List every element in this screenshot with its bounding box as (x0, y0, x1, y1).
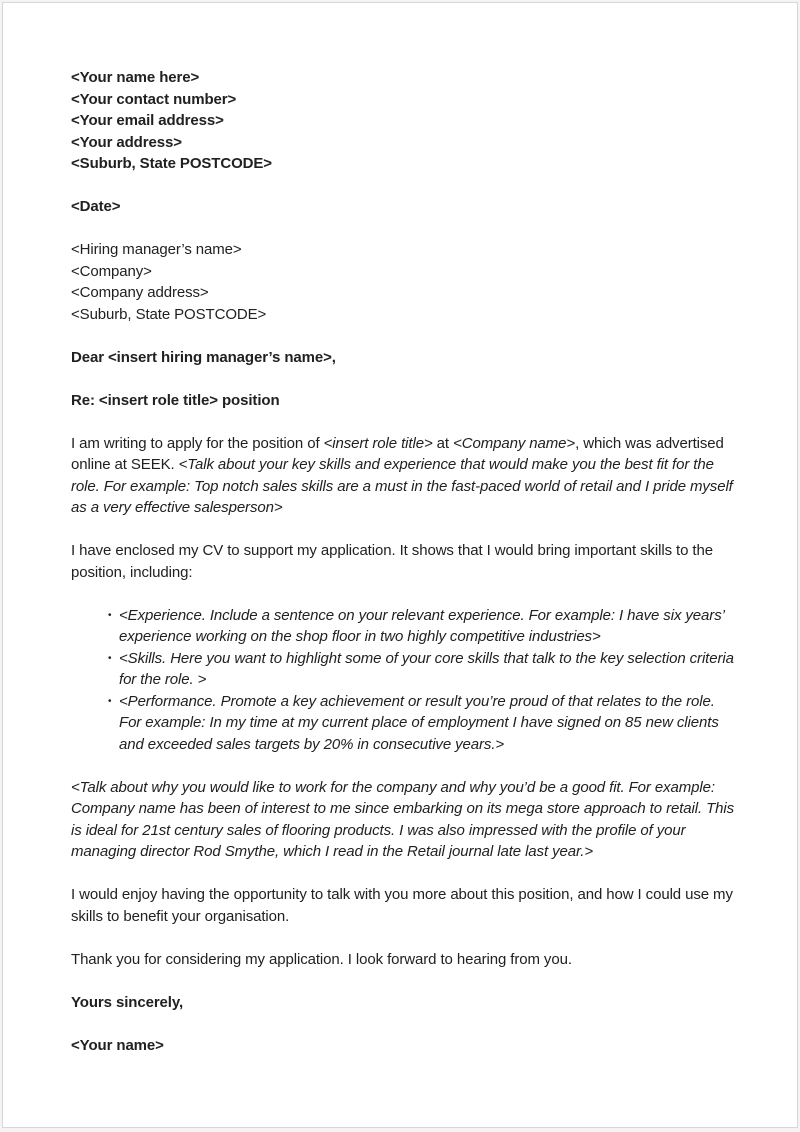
recipient-address-line: <Company address> (71, 284, 209, 301)
paragraph-cv: I have enclosed my CV to support my application. It shows that I would bring important skills to the position, including: (71, 542, 713, 581)
date-line: <Date> (71, 198, 121, 215)
cover-letter-page (2, 2, 798, 1128)
closing: Yours sincerely, (71, 993, 184, 1011)
bullet-marker-icon: • (108, 652, 112, 664)
company-name-placeholder: <Company name> (453, 434, 576, 452)
salutation: Dear <insert hiring manager’s name>, (71, 348, 336, 366)
sender-address-line: <Your address> (71, 133, 182, 151)
paragraph-opportunity: I would enjoy having the opportunity to talk with you more about this position, and how I could use my skills to benefit your organisation. (71, 886, 733, 925)
text-run: at (432, 434, 454, 452)
list-item (108, 648, 735, 691)
text-run: I am writing to apply for the position of (71, 434, 324, 452)
bullet-performance: <Performance. Promote a key achievement or result you’re proud of that relates to the role. For example: In my time at my current place of employment I have signed on 85 new clients and exceeded sales targets by 20% in consecutive years.> (119, 692, 719, 753)
skills-bullet-list (71, 605, 735, 756)
bullet-skills: <Skills. Here you want to highlight some of your core skills that talk to the key selection criteria for the role. > (119, 649, 734, 688)
bullet-experience: <Experience. Include a sentence on your relevant experience. For example: I have six years’ experience working on the shop floor in two highly competitive industries> (119, 606, 724, 645)
paragraph-thanks: Thank you for considering my application. I look forward to hearing from you. (71, 950, 572, 968)
recipient-company-line: <Company> (71, 262, 152, 280)
sender-contact-line: <Your contact number> (71, 90, 237, 108)
role-title-placeholder: <insert role title> (323, 434, 433, 452)
paragraph-company-fit: <Talk about why you would like to work for the company and why you’d be a good fit. For example: Company name has been of interest to me since embarking on its mega store approach to retail. This is ideal for 21st century sales of flooring products. I was also impressed with the profile of your managing director Rod Smythe, which I read in the Retail journal late last year.> (71, 778, 735, 860)
bullet-marker-icon: • (108, 609, 112, 621)
cover-letter-content (3, 3, 797, 1056)
list-item (108, 605, 735, 648)
paragraph-apply (71, 433, 735, 519)
text-run: , which was advertised online at SEEK. (71, 434, 724, 473)
recipient-manager-line: <Hiring manager’s name> (71, 241, 242, 258)
signature: <Your name> (71, 1036, 164, 1054)
recipient-block (71, 239, 735, 325)
subject-line: Re: <insert role title> position (71, 391, 280, 409)
sender-block (71, 67, 735, 175)
sender-suburb-line: <Suburb, State POSTCODE> (71, 155, 272, 172)
list-item (108, 691, 735, 756)
skills-guidance-placeholder: <Talk about your key skills and experience that would make you the best fit for the role. For example: Top notch sales skills are a must in the fast-paced world of retail and I pride myself as a very effective salesperson> (71, 456, 733, 516)
sender-name-line: <Your name here> (71, 69, 200, 86)
sender-email-line: <Your email address> (71, 112, 224, 129)
recipient-suburb-line: <Suburb, State POSTCODE> (71, 305, 267, 323)
bullet-marker-icon: • (108, 695, 112, 707)
